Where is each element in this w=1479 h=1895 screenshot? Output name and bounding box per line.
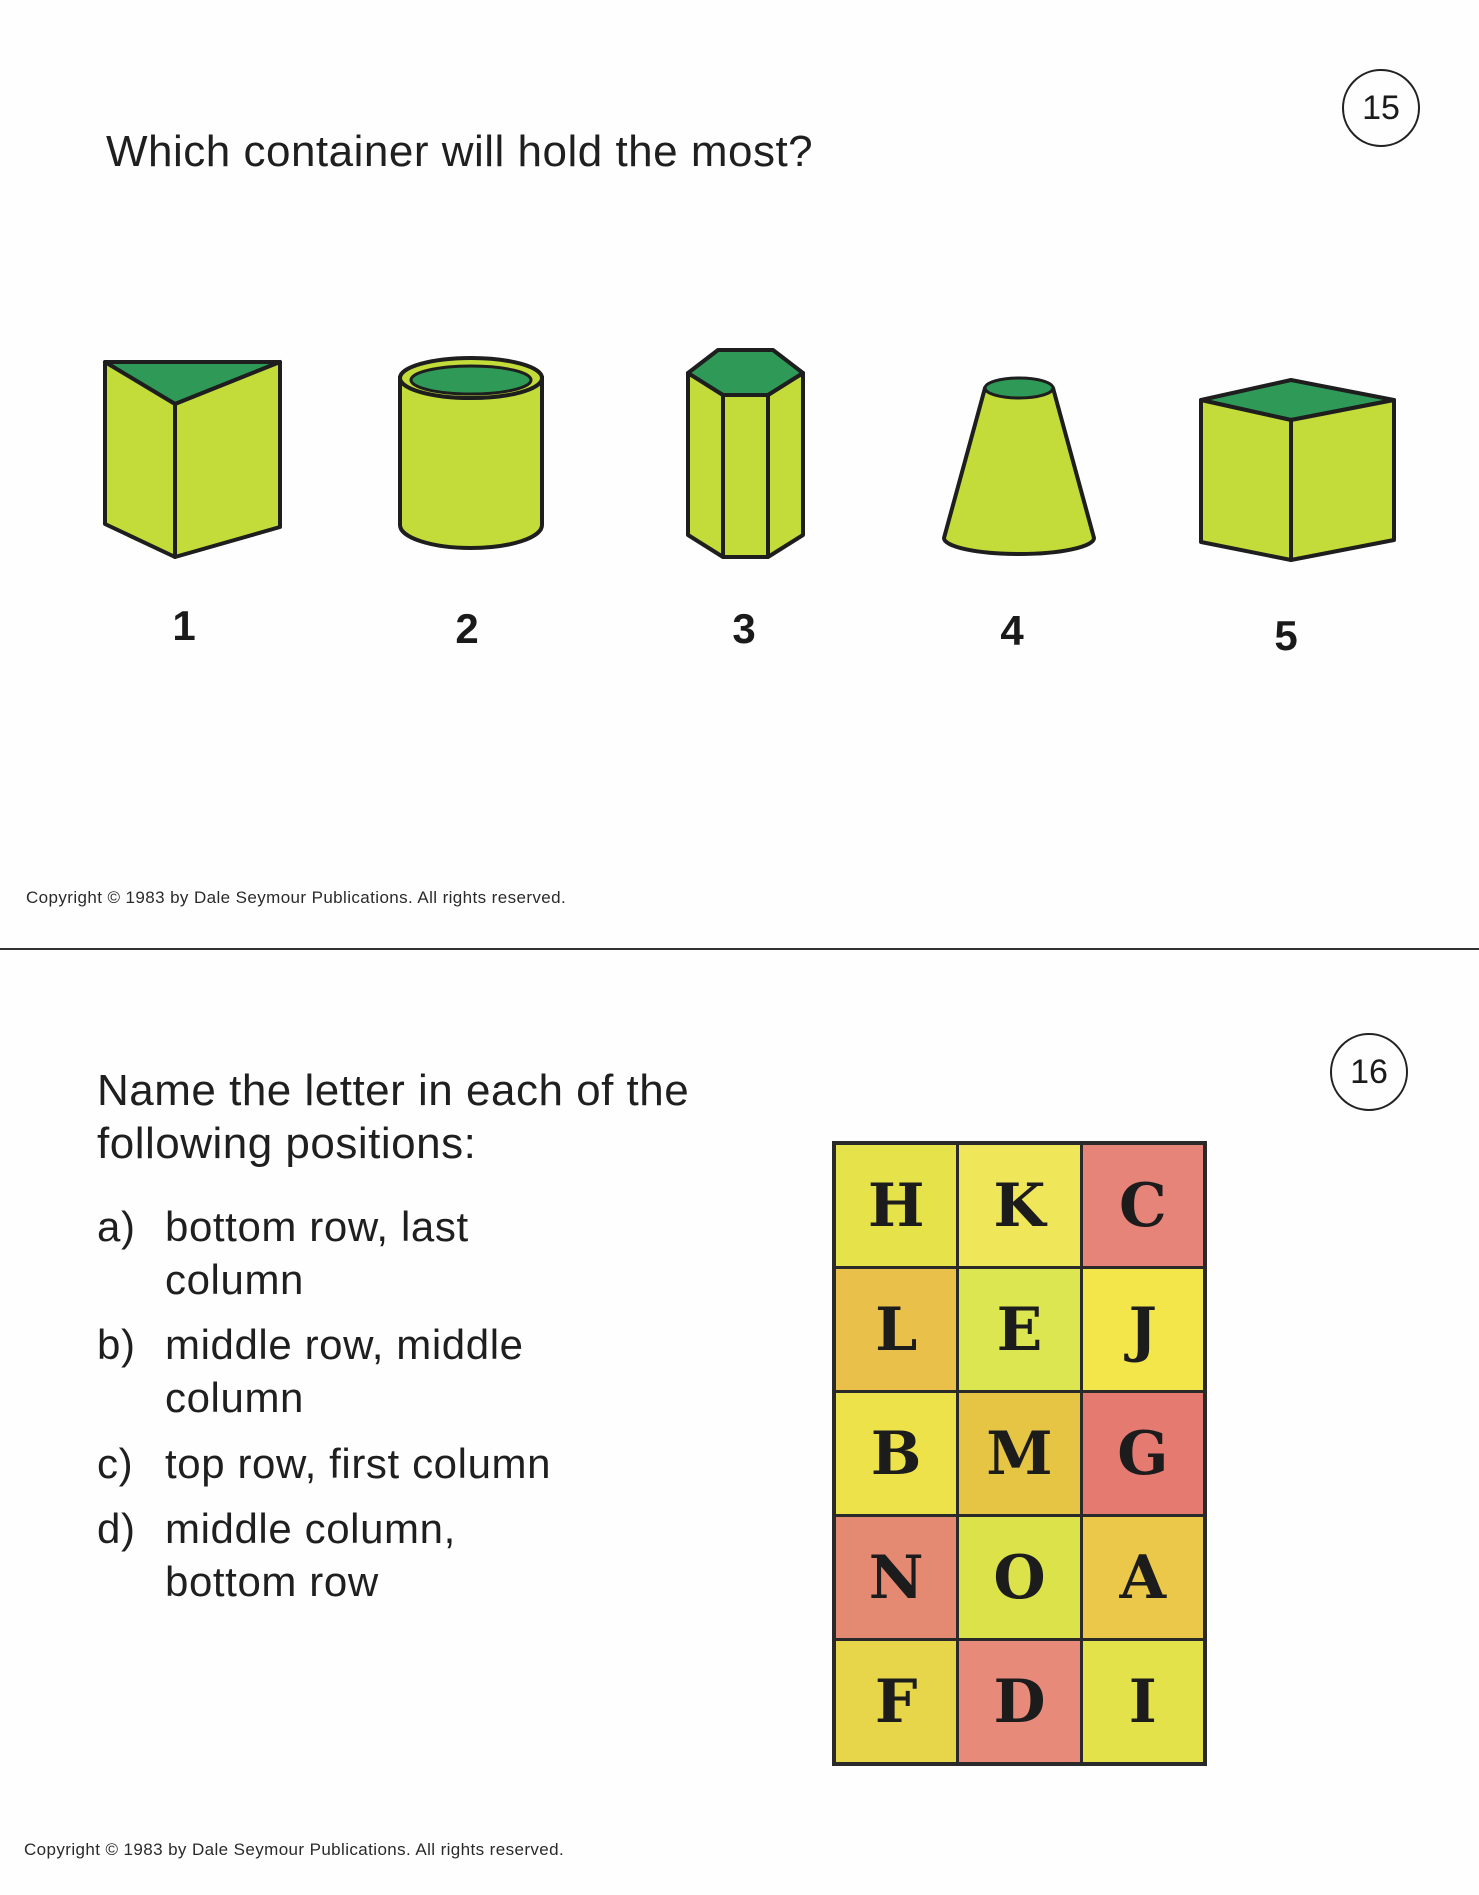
question-text: Name the letter in each of the following positions: bbox=[97, 1066, 690, 1168]
copyright-notice: Copyright © 1983 by Dale Seymour Publications. All rights reserved. bbox=[24, 1840, 565, 1859]
choice-letter: b) bbox=[97, 1321, 136, 1368]
grid-cell: F bbox=[836, 1641, 956, 1762]
choice-text: bottom row, last column bbox=[165, 1203, 469, 1303]
container-label: 3 bbox=[732, 605, 756, 652]
grid-cell: K bbox=[959, 1145, 1079, 1266]
choice-text: top row, first column bbox=[165, 1440, 552, 1487]
cube-icon bbox=[1196, 375, 1396, 565]
choice-text: middle row, middle column bbox=[165, 1321, 524, 1421]
grid-cell: A bbox=[1083, 1517, 1203, 1638]
grid-cell: D bbox=[959, 1641, 1079, 1762]
copyright-notice: Copyright © 1983 by Dale Seymour Publications. All rights reserved. bbox=[26, 888, 567, 907]
choice-letter: d) bbox=[97, 1505, 136, 1552]
container-label: 2 bbox=[455, 605, 479, 652]
grid-cell: M bbox=[959, 1393, 1079, 1514]
grid-cell: C bbox=[1083, 1145, 1203, 1266]
container-label: 4 bbox=[1000, 607, 1024, 654]
choice-letter: c) bbox=[97, 1440, 134, 1487]
card-number-badge: 15 bbox=[1342, 69, 1420, 147]
choice-letter: a) bbox=[97, 1203, 136, 1250]
choice-text: middle column, bottom row bbox=[165, 1505, 456, 1605]
grid-cell: B bbox=[836, 1393, 956, 1514]
triangular-prism-icon bbox=[95, 352, 285, 562]
grid-cell: E bbox=[959, 1269, 1079, 1390]
grid-cell: J bbox=[1083, 1269, 1203, 1390]
container-label: 1 bbox=[172, 602, 196, 649]
grid-cell: N bbox=[836, 1517, 956, 1638]
letter-grid bbox=[832, 1141, 1207, 1766]
card-16 bbox=[0, 950, 1479, 1895]
grid-cell: O bbox=[959, 1517, 1079, 1638]
grid-cell: G bbox=[1083, 1393, 1203, 1514]
truncated-cone-icon bbox=[938, 373, 1100, 561]
grid-cell: H bbox=[836, 1145, 956, 1266]
question-text: Which container will hold the most? bbox=[106, 127, 814, 176]
grid-cell: I bbox=[1083, 1641, 1203, 1762]
grid-cell: L bbox=[836, 1269, 956, 1390]
card-number-badge: 16 bbox=[1330, 1033, 1408, 1111]
hexagonal-prism-icon bbox=[683, 345, 813, 563]
container-label: 5 bbox=[1274, 612, 1298, 659]
cylinder-icon bbox=[395, 355, 547, 555]
